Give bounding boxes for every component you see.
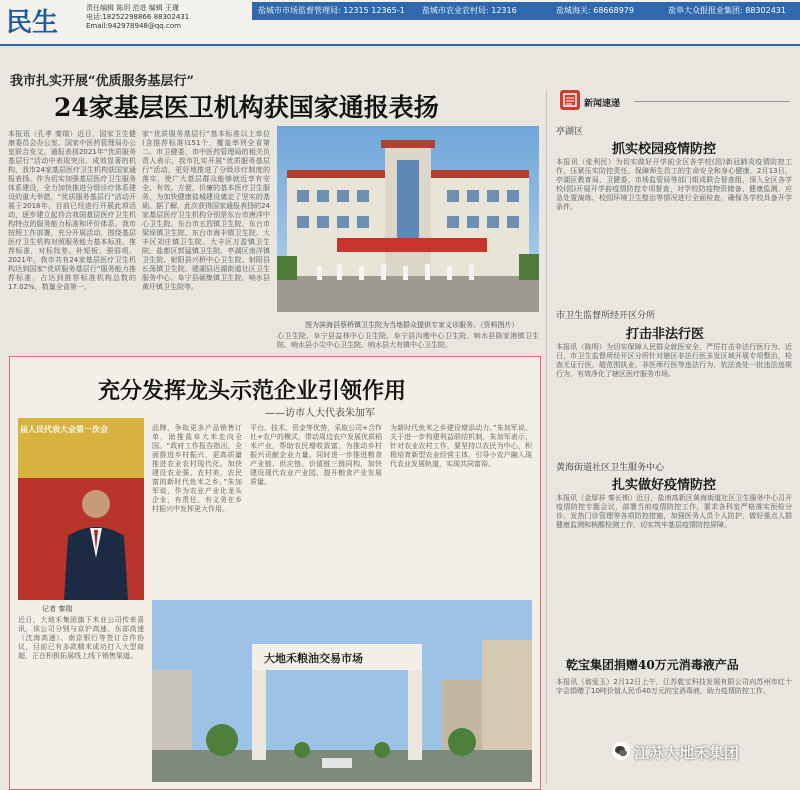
news-flash-icon (560, 90, 580, 110)
item2-title: 打击非法行医 (626, 327, 705, 342)
article1-column-2: 家“优质服务基层行”基本标准以上单位(含推荐标准)151个，覆盖率列全省第二。市卫健委、市中医药管理局的相关负责人表示，我市扎实开展“优质服务基层行”活动，更好地推进了分级诊疗制度的落实，使广大基层群众能够就近享有安全、有效、方便、价廉的基本医疗卫生服务，为加快健康盐城建设奠定了坚实的基础。据了解，此次获得国家通报表扬的24家基层医疗卫生机构分别是东台市唐洋中心卫生院、东台市五烈镇卫生院、东台市梁垛镇卫生院、东台市海丰镇卫生院、大丰区刘庄镇卫生院、大丰区万盈镇卫生院、盐都区郭猛镇卫生院、亭湖区南洋镇卫生院、射阳县兴桥中心卫生院、射阳县长荡镇卫生院、建湖县近湖街道社区卫生服务中心、阜宁县硕集镇卫生院、响水县黄圩镇卫生院等。 (142, 130, 270, 291)
hotline-4: 盐阜大众报报业集团: 88302431 (668, 6, 786, 15)
item3-title: 扎实做好疫情防控 (612, 478, 717, 493)
item3-district: 黄海街道社区卫生服务中心 (556, 463, 665, 473)
email: Email:942978948@qq.com (86, 22, 181, 30)
hotline-2: 盐城市农业农村局: 12316 (422, 6, 517, 15)
market-illustration (152, 600, 532, 782)
article2-column-4: 为新时代鱼米之乡建设增添动力。”朱加军说。关于进一步构建利益联结机制，朱加军表示，针对农业农村工作，要坚持以农民为中心，积极培育新型农业经营主体，引导小农户融入现代农业发展轨道，实现共同富裕。 (390, 424, 532, 468)
article1-title: 24家基层医卫机构获国家通报表扬 (54, 93, 439, 122)
article2-column-3: 平台、技术、资金等优势，采取公司+合作社+农户的模式，带动周边农户发展优质稻米产业，帮助农民增收致富，为推动乡村振兴贡献企业力量。同时进一步推进粮食产业链、供应链、价值链三链同构，加快建设现代农业产业园，提升粮食产业发展质量。 (250, 424, 382, 486)
item3-body: 本报讯（金厚祥 秦长锁）近日，盐南高新区黄海街道社区卫生服务中心召开疫情防控专题会议，部署当前疫情防控工作，要求各科室严格落实预检分诊、发热门诊管理等各项防控措施，加强医务人员个人防护，做好重点人群健康监测和核酸检测工作，切实筑牢基层疫情防控屏障。 (556, 494, 792, 529)
congress-banner: 届人民代表大会第一次会 (20, 425, 108, 434)
article2-column-2: 品牌，争取更多产品销售订单，助推盐阜大米走向全国。“政府工作报告指出，全面推进乡村振兴，更高质量推进农业农村现代化。加快建设农业强、农村美、农民富的新时代鱼米之乡。”朱加军说，作为农业产业化龙头企业，有责任、有义务在乡村振兴中发挥更大作用。 (152, 424, 242, 513)
item4-title: 乾宝集团捐赠40万元消毒液产品 (566, 658, 739, 672)
portrait-illustration (18, 418, 144, 600)
editor-info (86, 4, 246, 31)
article2-title: 充分发挥龙头示范企业引领作用 (98, 378, 407, 404)
item2-district: 市卫生监督所经开区分所 (556, 311, 656, 321)
article2-column-1: 近日，大地禾集团旗下米业公司传来喜讯，该公司分别与京沪高速、东部高速（沈海高速）、南京银行等签订合作协议，目前已有多款精米成功打入大型商超，正在积极拓展线上线下销售渠道。 (18, 616, 144, 660)
wechat-icon (612, 742, 630, 760)
news-flash-rule (634, 101, 790, 102)
editors: 责任编辑 陈玥 范进 编辑 王瑾 (86, 4, 179, 12)
market-sign-text: 大地禾粮油交易市场 (264, 652, 363, 665)
article1-column-1: 本报讯（孔孝 秦瑞）近日，国家卫生健康委员会办公室、国家中医药管理局办公室联合发文，通报表扬2021年“优质服务基层行”活动中表现突出、成效显著的机构，我市24家基层医疗卫生机构获国家通报表扬。作为切实加强基层医疗卫生服务体系建设，全力加快推进分级诊疗体系建设的重大举措，“优质服务基层行”活动开展于2018年，目前已经进行开展此项活动，逐步建立起符合我国基层医疗卫生机构特点的服务能力标准和评价体系。我市按照工作部署，充分开展活动，围绕基层医疗卫生机构对照服务能力基本标准、推荐标准，对标找差、补短板、强弱项。2021年，我市共有24家基层医疗卫生机构达到国家“优质服务基层行”服务能力推荐标准，占达到推荐标准机构总数的17.02%，数量全省第一。 (8, 130, 136, 291)
watermark: 江苏大地禾集团 (634, 744, 740, 762)
article1-kicker: 我市扎实开展“优质服务基层行” (10, 74, 194, 89)
hotline-1: 盐城市市场监督管理局: 12315 12365-1 (258, 6, 405, 15)
phone: 电话:18252298866 88302431 (86, 13, 190, 21)
news-flash-label: 新闻速递 (584, 99, 621, 109)
hotline-3: 盐城海关: 68668979 (556, 6, 634, 15)
item1-district: 亭湖区 (556, 127, 584, 137)
reporter-credit: 记者 秦瑞 (42, 605, 73, 613)
item1-body: 本报讯（张利民）为切实做好开学前全区各学校(园)新冠肺炎疫情防控工作，压紧压实防控责任，保障师生员工的生命安全和身心健康，2月13日，亭湖区教育局、卫健委、市场监管局等部门组成联合督查组，深入全区各学校(园)开展开学前疫情防控专项督查，对学校防疫物资储备、健康监测、应急处置演练、校园环境卫生整治等情况进行全面检查，确保各学校具备开学条件。 (556, 158, 792, 211)
market-photo (152, 600, 532, 782)
section-title: 民生 (6, 8, 59, 38)
article1-tail: 心卫生院、阜宁县益林中心卫生院、阜宁县沟墩中心卫生院、响水县陈家港镇卫生院、响水县小尖中心卫生院、响水县大有镇中心卫生院。 (277, 332, 539, 349)
hotline-bar (252, 2, 800, 20)
photo-caption: 图为滨海县蔡桥镇卫生院为当地群众提供专家义诊服务。（资料图片） (305, 321, 519, 329)
hospital-photo (277, 126, 539, 312)
column-divider (546, 90, 547, 785)
portrait-photo (18, 418, 144, 600)
item1-title: 抓实校园疫情防控 (612, 142, 717, 157)
item2-body: 本报讯（陈明）为切实保障人民群众就医安全，严厉打击非法行医行为，近日，市卫生监督所经开区分所针对辖区非法行医多发区域开展专项整治，检查无证行医、超范围执业、非医师行医等违法行为，依法查处一批违法违规行为，有效净化了辖区医疗服务市场。 (556, 343, 792, 378)
hospital-illustration (277, 126, 539, 312)
article2-subtitle: ——访市人大代表朱加军 (265, 408, 375, 419)
item4-body: 本报讯（翁爱玉）2月12日上午，江苏乾宝科技发展有限公司向苏州市红十字会捐赠了10吨价值人民币40万元的宝消毒液，助力疫情防控工作。 (556, 678, 792, 695)
